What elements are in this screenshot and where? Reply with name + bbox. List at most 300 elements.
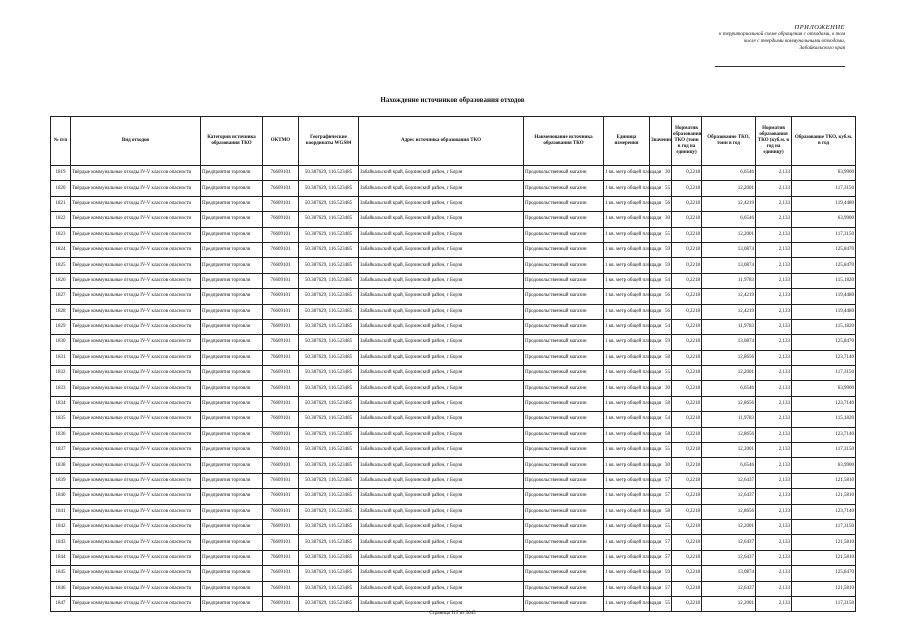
cell-norm-cubic: 2,133 [756,366,792,381]
cell-value: 56 [650,289,672,304]
cell-oktmo-code: 76609101 [263,335,299,350]
cell-oktmo-code: 76609101 [263,304,299,319]
cell-coordinates: 50.387629, 116.523485 [299,242,359,257]
cell-unit: 1 кв. метр общей площади [604,581,650,596]
cell-tko-tons: 13,0874 [702,566,756,581]
cell-source-address: Забайкальский край, Борзинский район, г Борзя [359,212,524,227]
cell-norm-cubic: 2,133 [756,258,792,273]
table-body [51,166,856,612]
cell-oktmo-code: 76609101 [263,381,299,396]
cell-oktmo-code: 76609101 [263,289,299,304]
column-header: Единица измерения [604,117,650,166]
cell-norm-tons: 0,2218 [672,458,702,473]
cell-waste-type: Твёрдые коммунальные отходы IV-V классов опасности [71,258,201,273]
cell-coordinates: 50.387629, 116.523485 [299,212,359,227]
cell-coordinates: 50.387629, 116.523485 [299,319,359,334]
cell-oktmo-code: 76609101 [263,458,299,473]
cell-value: 54 [650,319,672,334]
cell-unit: 1 кв. метр общей площади [604,273,650,288]
cell-row-number: 1826 [51,273,71,288]
cell-norm-tons: 0,2218 [672,550,702,565]
cell-norm-tons: 0,2218 [672,181,702,196]
cell-row-number: 1827 [51,289,71,304]
cell-value: 55 [650,181,672,196]
cell-norm-cubic: 2,133 [756,227,792,242]
cell-norm-tons: 0,2218 [672,166,702,181]
table-row [51,242,856,257]
cell-norm-tons: 0,2218 [672,596,702,611]
cell-coordinates: 50.387629, 116.523485 [299,535,359,550]
cell-value: 59 [650,335,672,350]
cell-unit: 1 кв. метр общей площади [604,427,650,442]
cell-norm-tons: 0,2218 [672,581,702,596]
table-row [51,289,856,304]
cell-source-address: Забайкальский край, Борзинский район, г Борзя [359,181,524,196]
cell-norm-tons: 0,2218 [672,519,702,534]
table-row [51,458,856,473]
cell-oktmo-code: 76609101 [263,427,299,442]
cell-source-category: Предприятия торговли [201,335,263,350]
cell-unit: 1 кв. метр общей площади [604,519,650,534]
cell-unit: 1 кв. метр общей площади [604,504,650,519]
cell-source-category: Предприятия торговли [201,289,263,304]
cell-unit: 1 кв. метр общей площади [604,366,650,381]
cell-tko-tons: 12,6437 [702,535,756,550]
cell-waste-type: Твёрдые коммунальные отходы IV-V классов опасности [71,519,201,534]
cell-oktmo-code: 76609101 [263,166,299,181]
cell-norm-tons: 0,2218 [672,366,702,381]
cell-norm-tons: 0,2218 [672,335,702,350]
cell-tko-tons: 11,9783 [702,273,756,288]
cell-waste-type: Твёрдые коммунальные отходы IV-V классов опасности [71,304,201,319]
cell-source-address: Забайкальский край, Борзинский район, г Борзя [359,519,524,534]
cell-norm-tons: 0,2218 [672,443,702,458]
cell-source-name: Продовольственный магазин [524,519,604,534]
cell-waste-type: Твёрдые коммунальные отходы IV-V классов опасности [71,289,201,304]
cell-source-category: Предприятия торговли [201,443,263,458]
cell-source-name: Продовольственный магазин [524,458,604,473]
cell-coordinates: 50.387629, 116.523485 [299,458,359,473]
cell-tko-cubic: 115,1820 [792,273,856,288]
cell-row-number: 1839 [51,473,71,488]
cell-tko-tons: 12,6437 [702,581,756,596]
cell-tko-cubic: 125,8470 [792,242,856,257]
appendix-heading: ПРИЛОЖЕНИЕ [794,24,845,31]
cell-norm-tons: 0,2218 [672,242,702,257]
table-row [51,566,856,581]
cell-norm-tons: 0,2218 [672,381,702,396]
cell-oktmo-code: 76609101 [263,366,299,381]
cell-row-number: 1825 [51,258,71,273]
cell-coordinates: 50.387629, 116.523485 [299,366,359,381]
cell-norm-cubic: 2,133 [756,212,792,227]
waste-sources-table [50,116,856,612]
cell-norm-cubic: 2,133 [756,550,792,565]
cell-source-name: Продовольственный магазин [524,335,604,350]
cell-oktmo-code: 76609101 [263,242,299,257]
cell-source-category: Предприятия торговли [201,166,263,181]
cell-coordinates: 50.387629, 116.523485 [299,181,359,196]
cell-waste-type: Твёрдые коммунальные отходы IV-V классов опасности [71,550,201,565]
cell-source-category: Предприятия торговли [201,473,263,488]
cell-row-number: 1844 [51,550,71,565]
cell-tko-tons: 12,2001 [702,443,756,458]
column-header: Адрес источника образования ТКО [359,117,524,166]
cell-tko-tons: 6,6546 [702,212,756,227]
cell-norm-cubic: 2,133 [756,381,792,396]
cell-source-name: Продовольственный магазин [524,535,604,550]
cell-row-number: 1837 [51,443,71,458]
cell-source-address: Забайкальский край, Борзинский район, г Борзя [359,504,524,519]
cell-value: 30 [650,458,672,473]
cell-tko-cubic: 117,3150 [792,366,856,381]
cell-source-category: Предприятия торговли [201,550,263,565]
cell-unit: 1 кв. метр общей площади [604,212,650,227]
cell-row-number: 1840 [51,489,71,504]
page-number: Страница 115 из 5045 [429,611,476,616]
cell-source-category: Предприятия торговли [201,304,263,319]
cell-row-number: 1846 [51,581,71,596]
cell-norm-tons: 0,2218 [672,258,702,273]
cell-norm-tons: 0,2218 [672,396,702,411]
cell-norm-cubic: 2,133 [756,566,792,581]
table-row [51,181,856,196]
cell-value: 58 [650,427,672,442]
cell-norm-cubic: 2,133 [756,304,792,319]
cell-source-address: Забайкальский край, Борзинский район, г Борзя [359,581,524,596]
cell-source-address: Забайкальский край, Борзинский район, г Борзя [359,550,524,565]
cell-source-category: Предприятия торговли [201,519,263,534]
appendix-line: к территориальной схеме обращения с отходами, в том [719,31,845,37]
table-row [51,550,856,565]
cell-value: 54 [650,273,672,288]
cell-row-number: 1845 [51,566,71,581]
cell-value: 59 [650,566,672,581]
cell-source-address: Забайкальский край, Борзинский район, г Борзя [359,350,524,365]
cell-tko-cubic: 117,3150 [792,181,856,196]
cell-tko-cubic: 117,3150 [792,519,856,534]
cell-norm-tons: 0,2218 [672,535,702,550]
cell-oktmo-code: 76609101 [263,596,299,611]
table-row [51,519,856,534]
cell-waste-type: Твёрдые коммунальные отходы IV-V классов опасности [71,581,201,596]
cell-waste-type: Твёрдые коммунальные отходы IV-V классов опасности [71,443,201,458]
column-header: № п/п [51,117,71,166]
table-row [51,504,856,519]
cell-row-number: 1833 [51,381,71,396]
cell-row-number: 1841 [51,504,71,519]
cell-norm-cubic: 2,133 [756,427,792,442]
cell-norm-cubic: 2,133 [756,350,792,365]
cell-source-address: Забайкальский край, Борзинский район, г Борзя [359,258,524,273]
cell-source-name: Продовольственный магазин [524,396,604,411]
cell-tko-cubic: 63,9900 [792,458,856,473]
cell-tko-cubic: 119,4480 [792,289,856,304]
cell-source-address: Забайкальский край, Борзинский район, г Борзя [359,458,524,473]
table-row [51,396,856,411]
cell-oktmo-code: 76609101 [263,258,299,273]
cell-norm-cubic: 2,133 [756,489,792,504]
cell-tko-cubic: 125,8470 [792,566,856,581]
cell-norm-tons: 0,2218 [672,504,702,519]
cell-unit: 1 кв. метр общей площади [604,350,650,365]
cell-coordinates: 50.387629, 116.523485 [299,258,359,273]
column-header: Наименование источника образования ТКО [524,117,604,166]
cell-source-address: Забайкальский край, Борзинский район, г Борзя [359,489,524,504]
cell-tko-tons: 12,2001 [702,227,756,242]
cell-tko-tons: 12,2001 [702,596,756,611]
cell-oktmo-code: 76609101 [263,196,299,211]
cell-norm-cubic: 2,133 [756,458,792,473]
cell-source-address: Забайкальский край, Борзинский район, г Борзя [359,566,524,581]
cell-value: 56 [650,196,672,211]
table-header-row [51,117,856,166]
cell-unit: 1 кв. метр общей площади [604,550,650,565]
cell-waste-type: Твёрдые коммунальные отходы IV-V классов опасности [71,566,201,581]
cell-coordinates: 50.387629, 116.523485 [299,489,359,504]
cell-source-category: Предприятия торговли [201,181,263,196]
cell-norm-cubic: 2,133 [756,443,792,458]
cell-source-address: Забайкальский край, Борзинский район, г Борзя [359,473,524,488]
cell-waste-type: Твёрдые коммунальные отходы IV-V классов опасности [71,212,201,227]
cell-source-address: Забайкальский край, Борзинский район, г Борзя [359,166,524,181]
cell-waste-type: Твёрдые коммунальные отходы IV-V классов опасности [71,473,201,488]
cell-coordinates: 50.387629, 116.523485 [299,381,359,396]
cell-row-number: 1823 [51,227,71,242]
cell-unit: 1 кв. метр общей площади [604,596,650,611]
cell-coordinates: 50.387629, 116.523485 [299,473,359,488]
cell-value: 30 [650,166,672,181]
cell-coordinates: 50.387629, 116.523485 [299,227,359,242]
cell-source-name: Продовольственный магазин [524,273,604,288]
cell-source-name: Продовольственный магазин [524,319,604,334]
cell-oktmo-code: 76609101 [263,519,299,534]
cell-source-category: Предприятия торговли [201,412,263,427]
cell-unit: 1 кв. метр общей площади [604,566,650,581]
cell-unit: 1 кв. метр общей площади [604,443,650,458]
cell-source-address: Забайкальский край, Борзинский район, г Борзя [359,227,524,242]
cell-source-address: Забайкальский край, Борзинский район, г Борзя [359,196,524,211]
cell-coordinates: 50.387629, 116.523485 [299,443,359,458]
cell-source-name: Продовольственный магазин [524,381,604,396]
cell-tko-tons: 6,6546 [702,166,756,181]
cell-norm-cubic: 2,133 [756,504,792,519]
cell-unit: 1 кв. метр общей площади [604,258,650,273]
cell-tko-cubic: 121,5810 [792,535,856,550]
cell-tko-cubic: 123,7140 [792,427,856,442]
cell-row-number: 1822 [51,212,71,227]
cell-oktmo-code: 76609101 [263,535,299,550]
cell-norm-tons: 0,2218 [672,473,702,488]
cell-oktmo-code: 76609101 [263,550,299,565]
table-row [51,596,856,611]
table-row [51,273,856,288]
cell-coordinates: 50.387629, 116.523485 [299,289,359,304]
column-header: Вид отходов [71,117,201,166]
cell-norm-tons: 0,2218 [672,196,702,211]
cell-source-address: Забайкальский край, Борзинский район, г Борзя [359,396,524,411]
cell-source-category: Предприятия торговли [201,273,263,288]
cell-row-number: 1831 [51,350,71,365]
cell-source-name: Продовольственный магазин [524,258,604,273]
cell-tko-cubic: 121,5810 [792,581,856,596]
appendix-line: Забайкальского края [799,45,845,51]
cell-source-category: Предприятия торговли [201,319,263,334]
cell-waste-type: Твёрдые коммунальные отходы IV-V классов опасности [71,535,201,550]
table-row [51,196,856,211]
cell-source-address: Забайкальский край, Борзинский район, г Борзя [359,289,524,304]
cell-source-name: Продовольственный магазин [524,242,604,257]
cell-coordinates: 50.387629, 116.523485 [299,273,359,288]
table-row [51,212,856,227]
table-row [51,350,856,365]
cell-coordinates: 50.387629, 116.523485 [299,596,359,611]
cell-source-address: Забайкальский край, Борзинский район, г Борзя [359,443,524,458]
table-row [51,366,856,381]
cell-tko-tons: 6,6546 [702,458,756,473]
cell-unit: 1 кв. метр общей площади [604,181,650,196]
cell-oktmo-code: 76609101 [263,489,299,504]
cell-norm-tons: 0,2218 [672,319,702,334]
cell-value: 57 [650,473,672,488]
cell-source-address: Забайкальский край, Борзинский район, г Борзя [359,535,524,550]
cell-source-name: Продовольственный магазин [524,566,604,581]
cell-oktmo-code: 76609101 [263,350,299,365]
cell-source-address: Забайкальский край, Борзинский район, г Борзя [359,242,524,257]
cell-source-category: Предприятия торговли [201,596,263,611]
cell-norm-cubic: 2,133 [756,519,792,534]
cell-row-number: 1829 [51,319,71,334]
cell-norm-tons: 0,2218 [672,212,702,227]
cell-waste-type: Твёрдые коммунальные отходы IV-V классов опасности [71,319,201,334]
cell-source-name: Продовольственный магазин [524,227,604,242]
cell-source-category: Предприятия торговли [201,566,263,581]
cell-unit: 1 кв. метр общей площади [604,319,650,334]
table-row [51,335,856,350]
cell-value: 55 [650,443,672,458]
cell-coordinates: 50.387629, 116.523485 [299,335,359,350]
cell-tko-cubic: 117,3150 [792,227,856,242]
cell-source-category: Предприятия торговли [201,196,263,211]
cell-coordinates: 50.387629, 116.523485 [299,427,359,442]
cell-unit: 1 кв. метр общей площади [604,335,650,350]
cell-norm-tons: 0,2218 [672,304,702,319]
cell-waste-type: Твёрдые коммунальные отходы IV-V классов опасности [71,196,201,211]
cell-waste-type: Твёрдые коммунальные отходы IV-V классов опасности [71,335,201,350]
cell-source-category: Предприятия торговли [201,227,263,242]
cell-norm-cubic: 2,133 [756,412,792,427]
table-row [51,227,856,242]
cell-norm-cubic: 2,133 [756,289,792,304]
cell-tko-tons: 13,0874 [702,242,756,257]
column-header: Норматив образования ТКО (тонн в год на единицу) [672,117,702,166]
cell-coordinates: 50.387629, 116.523485 [299,581,359,596]
cell-source-name: Продовольственный магазин [524,550,604,565]
cell-source-name: Продовольственный магазин [524,304,604,319]
cell-source-name: Продовольственный магазин [524,366,604,381]
cell-waste-type: Твёрдые коммунальные отходы IV-V классов опасности [71,412,201,427]
cell-source-name: Продовольственный магазин [524,473,604,488]
cell-coordinates: 50.387629, 116.523485 [299,396,359,411]
cell-coordinates: 50.387629, 116.523485 [299,519,359,534]
cell-source-category: Предприятия торговли [201,258,263,273]
cell-tko-tons: 12,2001 [702,181,756,196]
cell-source-category: Предприятия торговли [201,458,263,473]
cell-row-number: 1821 [51,196,71,211]
cell-source-category: Предприятия торговли [201,366,263,381]
table-row [51,412,856,427]
cell-oktmo-code: 76609101 [263,181,299,196]
cell-value: 55 [650,366,672,381]
cell-tko-tons: 12,4219 [702,304,756,319]
cell-unit: 1 кв. метр общей площади [604,396,650,411]
cell-source-name: Продовольственный магазин [524,212,604,227]
cell-oktmo-code: 76609101 [263,443,299,458]
cell-source-name: Продовольственный магазин [524,181,604,196]
cell-waste-type: Твёрдые коммунальные отходы IV-V классов опасности [71,596,201,611]
cell-tko-tons: 12,8656 [702,396,756,411]
cell-tko-tons: 6,6546 [702,381,756,396]
cell-source-name: Продовольственный магазин [524,289,604,304]
cell-tko-cubic: 117,3150 [792,596,856,611]
signature-line [715,66,845,67]
table-row [51,473,856,488]
cell-oktmo-code: 76609101 [263,473,299,488]
cell-tko-tons: 12,2001 [702,366,756,381]
cell-tko-tons: 12,6437 [702,489,756,504]
cell-coordinates: 50.387629, 116.523485 [299,504,359,519]
cell-unit: 1 кв. метр общей площади [604,289,650,304]
table-row [51,535,856,550]
cell-value: 55 [650,227,672,242]
cell-value: 55 [650,596,672,611]
cell-unit: 1 кв. метр общей площади [604,242,650,257]
cell-source-name: Продовольственный магазин [524,427,604,442]
cell-norm-cubic: 2,133 [756,335,792,350]
cell-source-name: Продовольственный магазин [524,166,604,181]
cell-tko-tons: 12,8656 [702,504,756,519]
cell-source-address: Забайкальский край, Борзинский район, г Борзя [359,273,524,288]
table-row [51,427,856,442]
cell-waste-type: Твёрдые коммунальные отходы IV-V классов опасности [71,396,201,411]
table-row [51,381,856,396]
cell-row-number: 1842 [51,519,71,534]
cell-oktmo-code: 76609101 [263,566,299,581]
cell-norm-tons: 0,2218 [672,227,702,242]
cell-source-address: Забайкальский край, Борзинский район, г Борзя [359,366,524,381]
cell-norm-cubic: 2,133 [756,166,792,181]
cell-waste-type: Твёрдые коммунальные отходы IV-V классов опасности [71,504,201,519]
cell-source-category: Предприятия торговли [201,350,263,365]
table-row [51,443,856,458]
cell-value: 55 [650,519,672,534]
cell-source-name: Продовольственный магазин [524,412,604,427]
cell-oktmo-code: 76609101 [263,212,299,227]
cell-coordinates: 50.387629, 116.523485 [299,196,359,211]
cell-norm-cubic: 2,133 [756,596,792,611]
cell-oktmo-code: 76609101 [263,581,299,596]
cell-unit: 1 кв. метр общей площади [604,535,650,550]
cell-source-name: Продовольственный магазин [524,581,604,596]
cell-source-category: Предприятия торговли [201,212,263,227]
table-row [51,166,856,181]
cell-tko-cubic: 117,3150 [792,443,856,458]
cell-coordinates: 50.387629, 116.523485 [299,412,359,427]
cell-value: 30 [650,212,672,227]
cell-oktmo-code: 76609101 [263,396,299,411]
cell-norm-tons: 0,2218 [672,427,702,442]
cell-norm-cubic: 2,133 [756,581,792,596]
